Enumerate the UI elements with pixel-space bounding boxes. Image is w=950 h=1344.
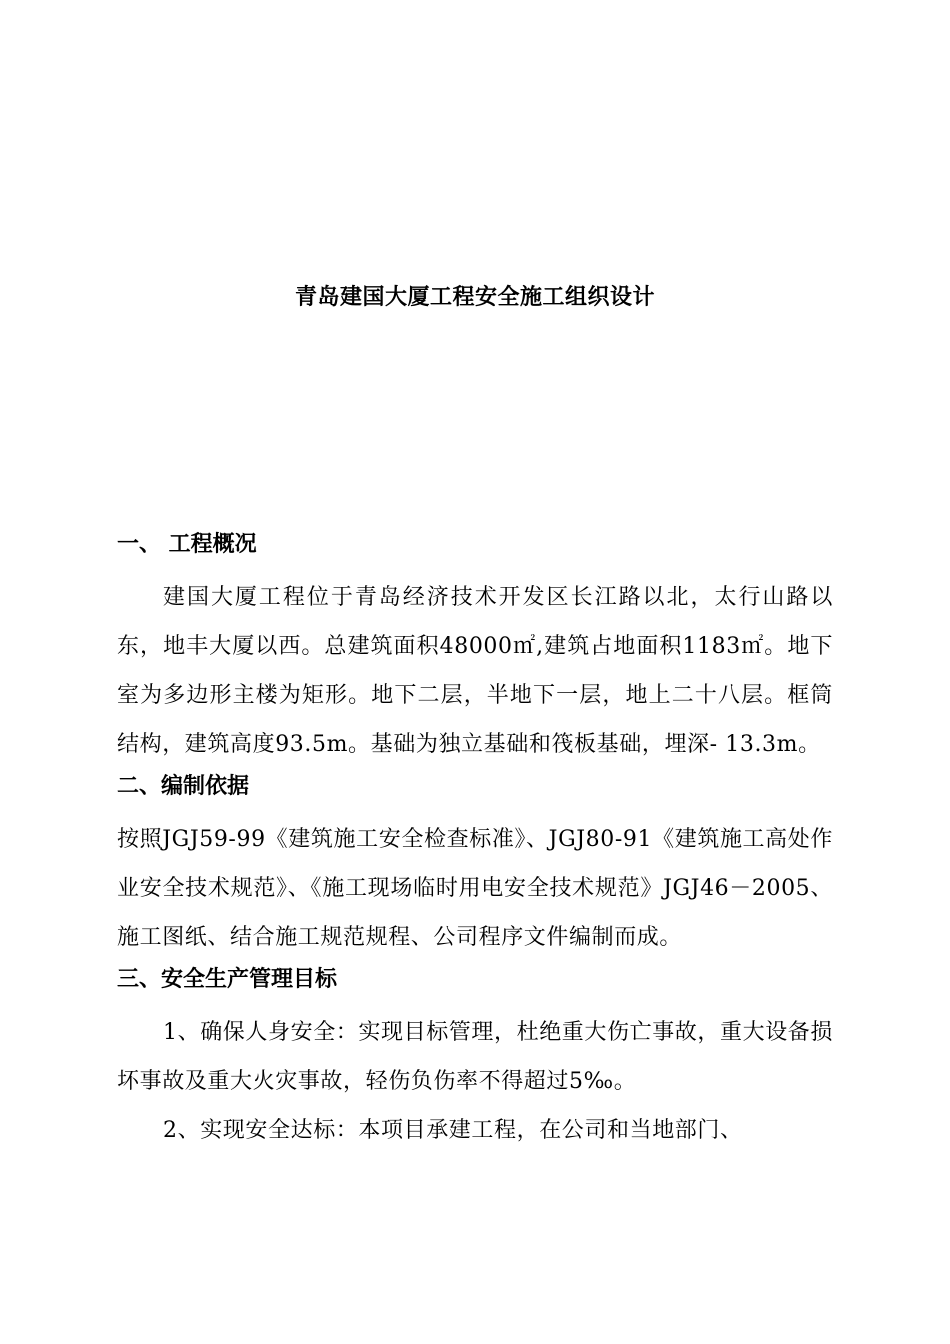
document-body: [117, 528, 833, 1155]
basis-paragraph: 按照JGJ59-99《建筑施工安全检查标准》、JGJ80-91《建筑施工高处作业安全技术规范》、《施工现场临时用电安全技术规范》JGJ46－2005、施工图纸、结合施工规范规程、公司程序文件编制而成。: [117, 827, 833, 950]
section-heading-safety-goals: 三、安全生产管理目标: [117, 967, 338, 992]
section-heading-basis: 二、编制依据: [117, 774, 250, 799]
document-title: 青岛建国大厦工程安全施工组织设计: [294, 285, 655, 310]
overview-paragraph: 建国大厦工程位于青岛经济技术开发区长江路以北，太行山路以东，地丰大厦以西。总建筑面积48000㎡,建筑占地面积1183㎡。地下室为多边形主楼为矩形。地下二层，半地下一层，地上二十八层。框筒结构，建筑高度93.5m。基础为独立基础和筏板基础，埋深- 13.3m。: [117, 585, 833, 757]
safety-goal-item-2: 2、实现安全达标：本项目承建工程，在公司和当地部门、: [163, 1118, 743, 1143]
safety-goal-item-1: 1、确保人身安全：实现目标管理，杜绝重大伤亡事故，重大设备损坏事故及重大火灾事故，轻伤负伤率不得超过5‰。: [117, 1020, 833, 1094]
section-heading-overview: 一、 工程概况: [117, 532, 257, 557]
